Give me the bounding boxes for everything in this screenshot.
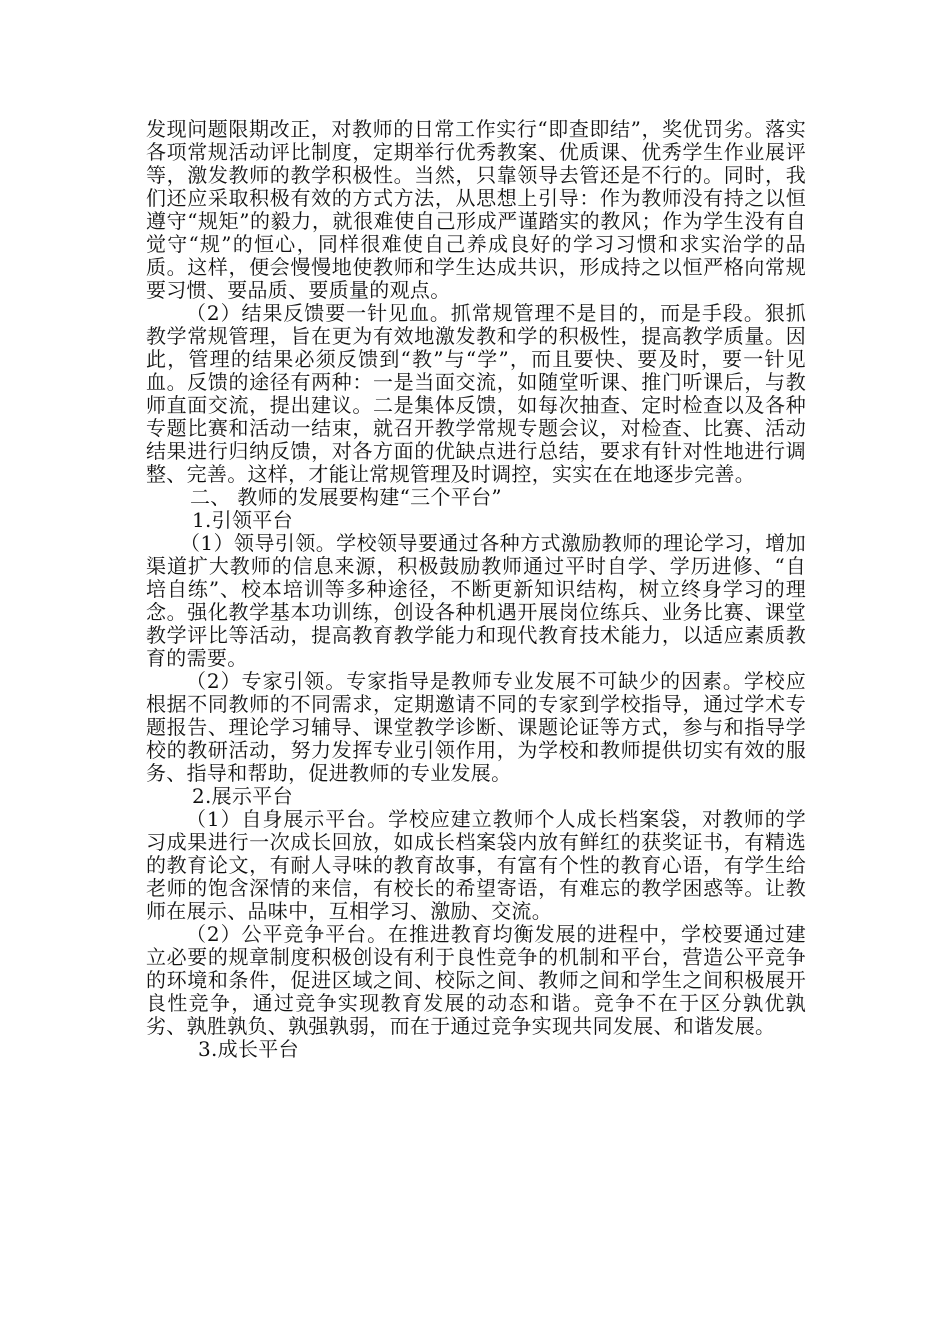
subheading-growth-platform: 3.成长平台: [198, 1037, 299, 1061]
paragraph-supervision: 发现问题限期改正，对教师的日常工作实行“即查即结”，奖优罚劣。落实各项常规活动评比制度，定期举行优秀教案、优质课、优秀学生作业展评等，激发教师的教学积极性。当然，只靠领导去管还是不行的。同时，我们还应采取积极有效的方式方法，从思想上引导：作为教师没有持之以恒遵守“规矩”的毅力，就很难使自己形成严谨踏实的教风；作为学生没有自觉守“规”的恒心，同样很难使自己养成良好的学习习惯和求实治学的品质。这样，便会慢慢地使教师和学生达成共识，形成持之以恒严格向常规要习惯、要品质、要质量的观点。: [146, 117, 806, 302]
subheading-display-platform: 2.展示平台: [192, 784, 293, 808]
document-page: [146, 118, 806, 1061]
paragraph-feedback: （2）结果反馈要一针见血。抓常规管理不是目的，而是手段。狠抓教学常规管理，旨在更为有效地激发教和学的积极性，提高教学质量。因此，管理的结果必须反馈到“教”与“学”，而且要快、要及时，要一针见血。反馈的途径有两种：一是当面交流，如随堂听课、推门听课后，与教师直面交流，提出建议。二是集体反馈，如每次抽查、定时检查以及各种专题比赛和活动一结束，就召开教学常规专题会议，对检查、比赛、活动结果进行归纳反馈，对各方面的优缺点进行总结，要求有针对性地进行调整、完善。这样，才能让常规管理及时调控，实实在在地逐步完善。: [146, 301, 806, 486]
section-heading-three-platforms: 二、 教师的发展要构建“三个平台”: [190, 485, 502, 509]
paragraph-fair-competition: （2）公平竞争平台。在推进教育均衡发展的进程中，学校要通过建立必要的规章制度积极创设有利于良性竞争的机制和平台，营造公平竞争的环境和条件，促进区域之间、校际之间、教师之间和学生之间积极展开良性竞争，通过竞争实现教育发展的动态和谐。竞争不在于区分孰优孰劣、孰胜孰负、孰强孰弱，而在于通过竞争实现共同发展、和谐发展。: [146, 922, 806, 1038]
paragraph-expert-guidance: （2）专家引领。专家指导是教师专业发展不可缺少的因素。学校应根据不同教师的不同需求，定期邀请不同的专家到学校指导，通过学术专题报告、理论学习辅导、课堂教学诊断、课题论证等方式，参与和指导学校的教研活动，努力发挥专业引领作用，为学校和教师提供切实有效的服务、指导和帮助，促进教师的专业发展。: [146, 669, 806, 785]
paragraph-self-display: （1）自身展示平台。学校应建立教师个人成长档案袋，对教师的学习成果进行一次成长回放，如成长档案袋内放有鲜红的获奖证书，有精选的教育论文，有耐人寻味的教育故事，有富有个性的教育心语，有学生给老师的饱含深情的来信，有校长的希望寄语，有难忘的教学困惑等。让教师在展示、品味中，互相学习、激励、交流。: [146, 807, 806, 923]
paragraph-leadership-guidance: （1）领导引领。学校领导要通过各种方式激励教师的理论学习，增加渠道扩大教师的信息来源，积极鼓励教师通过平时自学、学历进修、“自培自练”、校本培训等多种途径，不断更新知识结构，树立终身学习的理念。强化教学基本功训练，创设各种机遇开展岗位练兵、业务比赛、课堂教学评比等活动，提高教育教学能力和现代教育技术能力，以适应素质教育的需要。: [146, 531, 806, 670]
subheading-leading-platform: 1.引领平台: [192, 508, 293, 532]
